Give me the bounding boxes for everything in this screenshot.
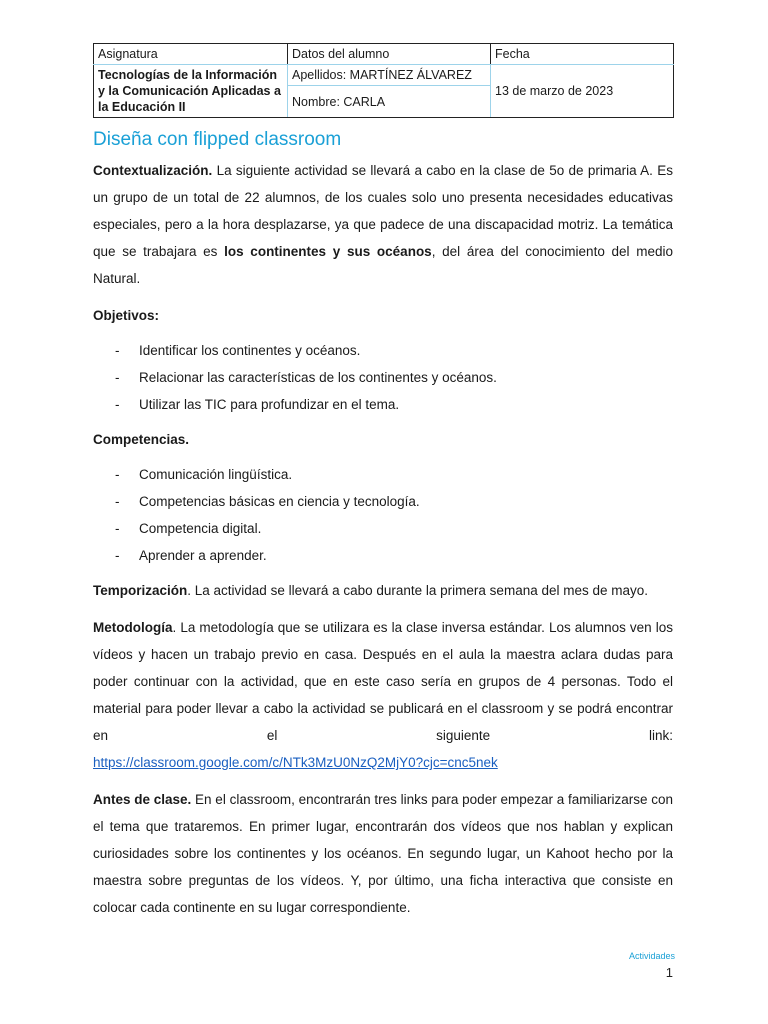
header-table (93, 43, 674, 118)
competencias-list (93, 461, 673, 569)
competencias-label: Competencias. (93, 432, 190, 447)
antes-de-clase-text: En el classroom, encontrarán tres links para poder empezar a familiarizarse con el tema que trataremos. En primer lugar, encontrarán dos vídeos que nos hablan y explican curiosidades sobre los continentes y los océanos. En segundo lugar, un Kahoot hecho por la maestra sobre preguntas de los vídeos. Y, por último, una ficha interactiva que consiste en colocar cada continente en su lugar correspondiente. (93, 792, 674, 915)
contextualizacion-topic: los continentes y sus océanos (224, 244, 432, 259)
metodologia-paragraph (93, 614, 673, 749)
metodologia-text: . La metodología que se utilizara es la clase inversa estándar. Los alumnos ven los vídeos y hacen un trabajo previo en casa. Después en el aula la maestra aclara dudas para poder continuar con la actividad, que en este caso sería en grupos de 4 personas. Todo el material para poder llevar a cabo la actividad se publicará en el classroom y se podrá encontrar en el siguiente link: (93, 620, 673, 743)
contextualizacion-text: La siguiente actividad se llevará a cabo en la clase de 5o de primaria A. Es un grupo de un total de 22 alumnos, de los cuales solo uno presenta necesidades educativas especiales, pero a la hora desplazarse, ya que padece de una discapacidad motriz. La temática que se trabajara es (93, 163, 673, 259)
header-data-row (94, 65, 674, 86)
list-item: - Competencias básicas en ciencia y tecnología. (93, 488, 673, 515)
list-item: - Aprender a aprender. (93, 542, 673, 569)
list-item: - Relacionar las características de los continentes y océanos. (93, 364, 673, 391)
competencias-heading (93, 426, 673, 453)
temporizacion-paragraph (93, 577, 673, 604)
list-item: - Competencia digital. (93, 515, 673, 542)
document-title: Diseña con flipped classroom (93, 129, 342, 150)
classroom-link-paragraph (93, 749, 673, 776)
header-row (94, 44, 674, 65)
classroom-link[interactable]: https://classroom.google.com/c/NTk3MzU0NzQ2MjY0?cjc=cnc5nek (93, 755, 498, 770)
contextualizacion-paragraph (93, 157, 673, 292)
contextualizacion-text-end: , del área del conocimiento del medio Natural. (93, 244, 674, 286)
date-cell: 13 de marzo de 2023 (491, 65, 674, 118)
temporizacion-text: . La actividad se llevará a cabo durante la primera semana del mes de mayo. (187, 583, 649, 598)
page-number: 1 (665, 965, 673, 980)
list-item: - Comunicación lingüística. (93, 461, 673, 488)
temporizacion-label: Temporización (93, 583, 188, 598)
apellidos-cell: Apellidos: MARTÍNEZ ÁLVAREZ (288, 65, 491, 86)
objetivos-list (93, 337, 673, 418)
document-page (93, 43, 673, 921)
list-item: - Identificar los continentes y océanos. (93, 337, 673, 364)
header-col-datos: Datos del alumno (288, 44, 491, 65)
metodologia-label: Metodología (93, 620, 173, 635)
subject-cell: Tecnologías de la Información y la Comunicación Aplicadas a la Educación II (94, 65, 288, 118)
objetivos-heading (93, 302, 673, 329)
header-col-fecha: Fecha (491, 44, 674, 65)
nombre-cell: Nombre: CARLA (288, 86, 491, 118)
header-col-asignatura: Asignatura (94, 44, 288, 65)
contextualizacion-label: Contextualización. (93, 163, 213, 178)
objetivos-label: Objetivos: (93, 308, 160, 323)
list-item: - Utilizar las TIC para profundizar en el tema. (93, 391, 673, 418)
antes-de-clase-paragraph (93, 786, 673, 921)
footer-label: Actividades (628, 951, 675, 961)
antes-de-clase-label: Antes de clase. (93, 792, 192, 807)
